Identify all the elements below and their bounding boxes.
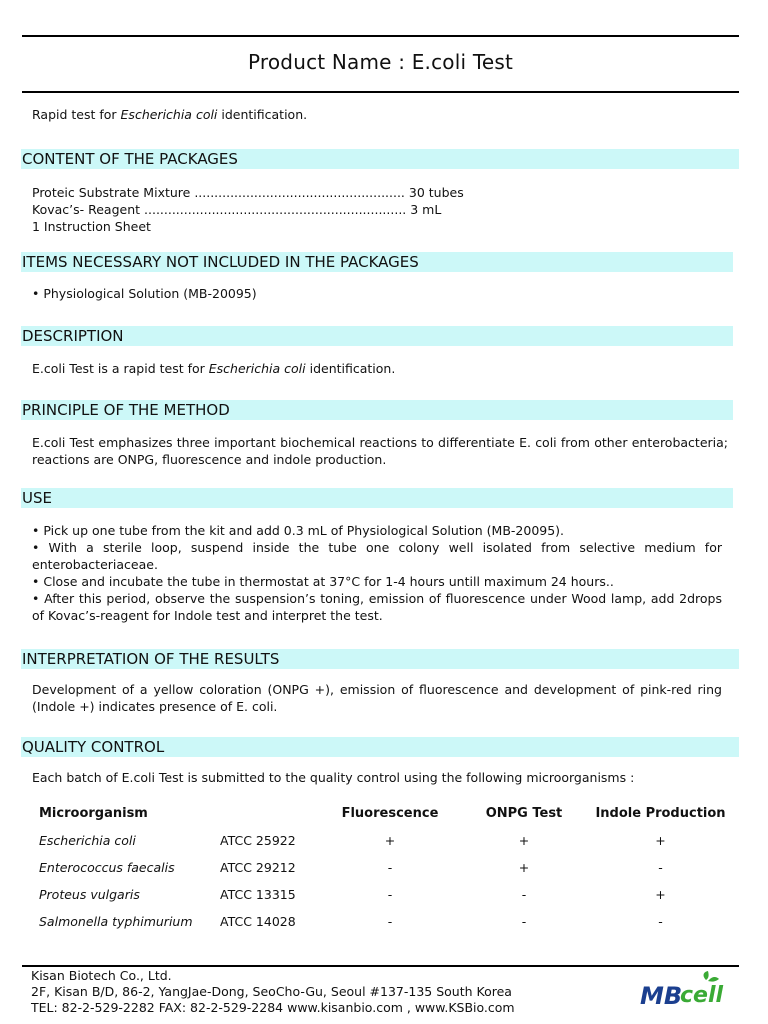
table-row — [31, 827, 733, 854]
onpg-result: + — [518, 860, 530, 875]
content-line: 1 Instruction Sheet — [32, 219, 151, 234]
atcc-code: ATCC 29212 — [220, 860, 296, 875]
section-heading-quality: QUALITY CONTROL — [21, 737, 739, 757]
page-title: Product Name : E.coli Test — [247, 50, 514, 74]
section-heading-items: ITEMS NECESSARY NOT INCLUDED IN THE PACKAGES — [21, 252, 733, 272]
logo-mb-text: MB — [640, 982, 683, 1010]
intro-text: Rapid test for Escherichia coli identification. — [32, 107, 308, 122]
description-text: E.coli Test is a rapid test for Escherichia coli identification. — [32, 361, 396, 376]
section-heading-description: DESCRIPTION — [21, 326, 733, 346]
table-row — [31, 908, 733, 935]
onpg-result: - — [521, 887, 527, 902]
column-header: Indole Production — [595, 806, 726, 821]
quality-control-table — [31, 800, 733, 935]
company-contact: TEL: 82-2-529-2282 FAX: 82-2-529-2284 www.kisanbio.com , www.KSBio.com — [31, 1000, 515, 1015]
list-item: • Close and incubate the tube in thermostat at 37°C for 1-4 hours untill maximum 24 hours.. — [32, 574, 614, 589]
leaf-icon — [704, 971, 719, 982]
title-underline — [22, 91, 739, 93]
atcc-code: ATCC 13315 — [220, 887, 296, 902]
column-header: Microorganism — [39, 806, 148, 821]
column-header — [220, 800, 320, 827]
indole-result: + — [655, 887, 666, 902]
footer-info — [31, 968, 515, 1016]
top-rule — [22, 35, 739, 37]
organism-name: Salmonella typhimurium — [39, 914, 193, 929]
quality-text: Each batch of E.coli Test is submitted to the quality control using the following microorganisms : — [32, 770, 635, 785]
fluorescence-result: - — [387, 914, 393, 929]
onpg-result: + — [518, 833, 530, 848]
organism-name: Proteus vulgaris — [39, 887, 140, 902]
table-row — [31, 854, 733, 881]
column-header: ONPG Test — [485, 806, 563, 821]
indole-result: + — [655, 833, 666, 848]
fluorescence-result: - — [387, 887, 393, 902]
logo-cell-text: cell — [680, 983, 724, 1008]
footer-rule — [22, 965, 739, 967]
content-line: Proteic Substrate Mixture ..................................................... 30 tubes — [32, 185, 464, 200]
indole-result: - — [658, 860, 663, 875]
principle-text: E.coli Test emphasizes three important biochemical reactions to differentiate E. coli from other enterobacteria; reactions are ONPG, fluorescence and indole production. — [32, 435, 728, 467]
atcc-code: ATCC 14028 — [220, 914, 296, 929]
organism-name: Enterococcus faecalis — [39, 860, 175, 875]
onpg-result: - — [521, 914, 527, 929]
company-address: 2F, Kisan B/D, 86-2, YangJae-Dong, SeoCho-Gu, Seoul #137-135 South Korea — [31, 984, 512, 999]
indole-result: - — [658, 914, 663, 929]
interpretation-text: Development of a yellow coloration (ONPG +), emission of fluorescence and development of pink-red ring (Indole +) indicates presence of E. coli. — [32, 682, 722, 714]
mbcell-logo — [640, 970, 752, 1010]
content-list — [32, 184, 464, 235]
items-list — [32, 285, 257, 302]
list-item: • Pick up one tube from the kit and add 0.3 mL of Physiological Solution (MB-20095). — [32, 523, 565, 538]
content-line: Kovac’s- Reagent .................................................................. 3 mL — [32, 202, 442, 217]
column-header: Fluorescence — [341, 806, 439, 821]
fluorescence-result: + — [384, 833, 396, 848]
section-heading-use: USE — [21, 488, 733, 508]
atcc-code: ATCC 25922 — [220, 833, 296, 848]
section-heading-principle: PRINCIPLE OF THE METHOD — [21, 400, 733, 420]
section-heading-interpretation: INTERPRETATION OF THE RESULTS — [21, 649, 739, 669]
table-row — [31, 881, 733, 908]
use-list — [32, 522, 722, 624]
list-item: • After this period, observe the suspension’s toning, emission of fluorescence under Wood lamp, add 2drops of Kovac’s-reagent for Indole test and interpret the test. — [32, 591, 722, 623]
organism-name: Escherichia coli — [39, 833, 136, 848]
company-name: Kisan Biotech Co., Ltd. — [31, 968, 172, 983]
list-item: • With a sterile loop, suspend inside the tube one colony well isolated from selective medium for enterobacteriaceae. — [32, 540, 722, 572]
table-header-row — [31, 800, 733, 827]
fluorescence-result: - — [387, 860, 393, 875]
list-item: • Physiological Solution (MB-20095) — [32, 286, 257, 301]
section-heading-content: CONTENT OF THE PACKAGES — [21, 149, 739, 169]
